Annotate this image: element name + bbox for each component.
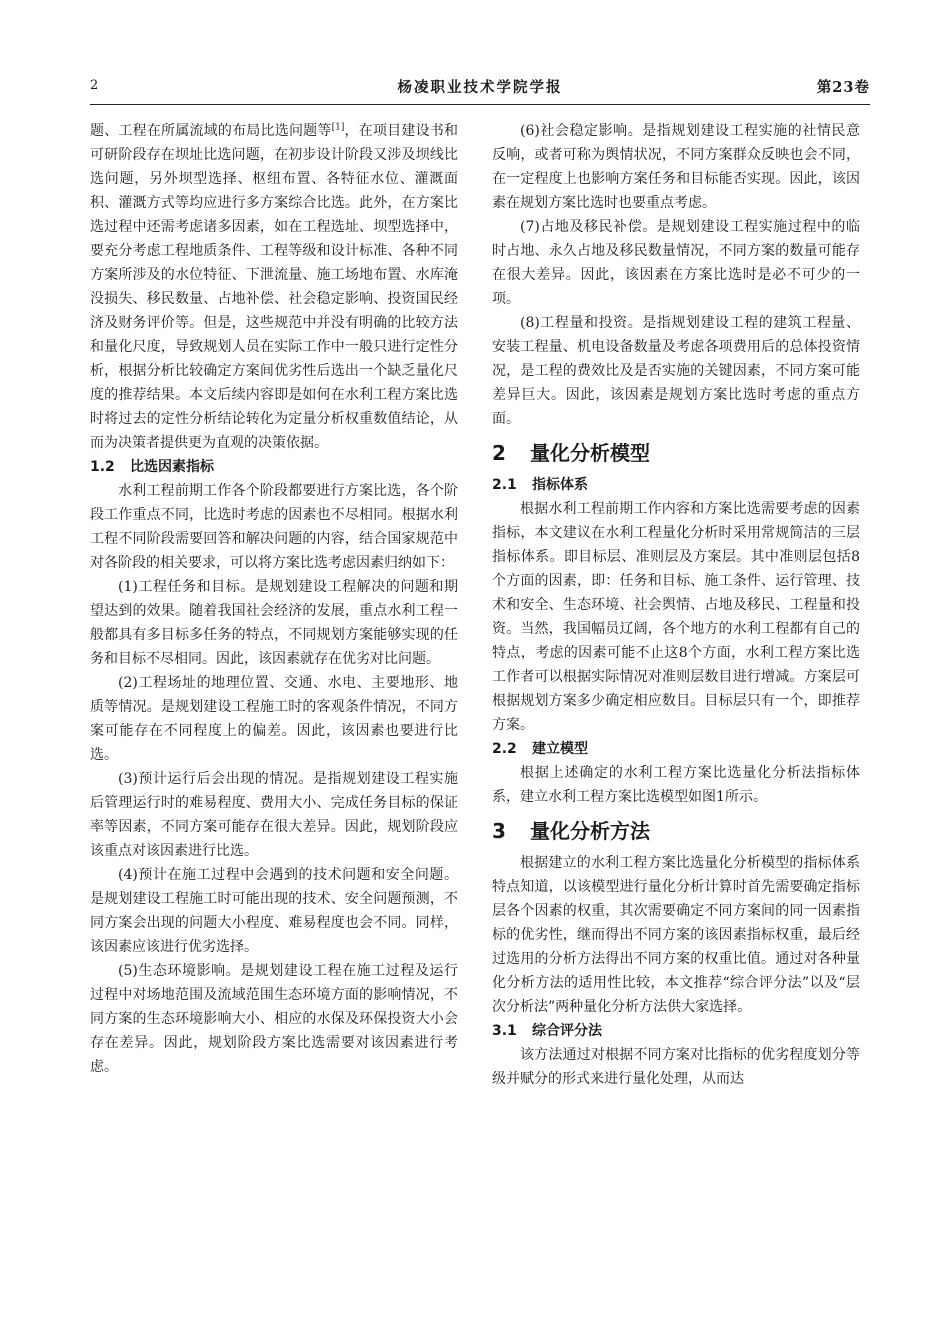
left-column [90, 119, 458, 1079]
citation: [1] [331, 122, 345, 133]
paragraph: (4)预计在施工过程中会遇到的技术问题和安全问题。是规划建设工程施工时可能出现的技术、安全问题预测，不同方案会出现的问题大小程度、难易程度也会不同。同样，该因素应该进行优劣选择。 [90, 867, 458, 955]
header-rule [90, 104, 870, 105]
section-number: 2 [492, 441, 506, 465]
paragraph: 该方法通过对根据不同方案对比指标的优劣程度划分等级并赋分的形式来进行量化处理，从而达 [492, 1047, 860, 1087]
section-heading-2-2 [492, 737, 860, 761]
volume-label: 第23卷 [816, 79, 870, 96]
paragraph: (7)占地及移民补偿。是规划建设工程实施过程中的临时占地、永久占地及移民数量情况，不同方案的数量可能存在很大差异。因此，该因素在方案比选时是必不可少的一项。 [492, 219, 860, 307]
section-number: 2.2 [492, 741, 517, 757]
section-title: 综合评分法 [532, 1023, 602, 1039]
page-header [90, 76, 870, 100]
paragraph: (3)预计运行后会出现的情况。是指规划建设工程实施后管理运行时的难易程度、费用大小、完成任务目标的保证率等因素，不同方案可能存在很大差异。因此，规划阶段应该重点对该因素进行比选。 [90, 771, 458, 859]
page-number: 2 [90, 78, 99, 93]
section-title: 量化分析模型 [530, 441, 650, 465]
section-title: 量化分析方法 [530, 819, 650, 843]
section-heading-3-1 [492, 1019, 860, 1043]
journal-title: 杨凌职业技术学院学报 [397, 79, 563, 96]
section-title: 比选因素指标 [130, 459, 214, 475]
paragraph: (2)工程场址的地理位置、交通、水电、主要地形、地质等情况。是规划建设工程施工时的客观条件情况，不同方案可能存在不同程度上的偏差。因此，该因素也要进行比选。 [90, 675, 458, 763]
paragraph: 根据水利工程前期工作内容和方案比选需要考虑的因素指标，本文建议在水利工程量化分析时采用常规简洁的三层指标体系。即目标层、准则层及方案层。其中准则层包括8个方面的因素，即：任务和目标、施工条件、运行管理、技术和安全、生态环境、社会舆情、占地及移民、工程量和投资。当然，我国幅员辽阔，各个地方的水利工程都有自己的特点，考虑的因素可能不止这8个方面，水利工程方案比选工作者可以根据实际情况对准则层数目进行增减。方案层可根据规划方案多少确定相应数目。目标层只有一个，即推荐方案。 [492, 501, 860, 733]
paragraph: (6)社会稳定影响。是指规划建设工程实施的社情民意反响，或者可称为舆情状况，不同方案群众反映也会不同，在一定程度上也影响方案任务和目标能否实现。因此，该因素在规划方案比选时也要重点考虑。 [492, 123, 860, 211]
paragraph: 根据上述确定的水利工程方案比选量化分析法指标体系，建立水利工程方案比选模型如图1所示。 [492, 765, 860, 805]
section-heading-2-1 [492, 473, 860, 497]
section-heading-1-2 [90, 455, 458, 479]
right-column [492, 119, 860, 1091]
section-number: 3.1 [492, 1023, 517, 1039]
section-heading-2 [492, 439, 860, 467]
paragraph-text: 题、工程在所属流域的布局比选问题等 [90, 123, 332, 139]
paragraph: (5)生态环境影响。是规划建设工程在施工过程及运行过程中对场地范围及流域范围生态环境方面的影响情况，不同方案的生态环境影响大小、相应的水保及环保投资大小会存在差异。因此，规划阶段方案比选需要对该因素进行考虑。 [90, 963, 458, 1075]
paragraph [90, 119, 458, 455]
section-heading-3 [492, 817, 860, 845]
paragraph: 水利工程前期工作各个阶段都要进行方案比选，各个阶段工作重点不同，比选时考虑的因素也不尽相同。根据水利工程不同阶段需要回答和解决问题的内容，结合国家规范中对各阶段的相关要求，可以将方案比选考虑因素归纳如下： [90, 483, 458, 571]
section-title: 指标体系 [532, 477, 588, 493]
paragraph: (1)工程任务和目标。是规划建设工程解决的问题和期望达到的效果。随着我国社会经济的发展，重点水利工程一般都具有多目标多任务的特点，不同规划方案能够实现的任务和目标不尽相同。因此，该因素就存在优劣对比问题。 [90, 579, 458, 667]
paragraph: (8)工程量和投资。是指规划建设工程的建筑工程量、安装工程量、机电设备数量及考虑各项费用后的总体投资情况，是工程的费效比及是否实施的关键因素，不同方案可能差异巨大。因此，该因素是规划方案比选时考虑的重点方面。 [492, 315, 860, 427]
paragraph: 根据建立的水利工程方案比选量化分析模型的指标体系特点知道，以该模型进行量化分析计算时首先需要确定指标层各个因素的权重，其次需要确定不同方案间的同一因素指标的优劣性，继而得出不同方案的该因素指标权重，最后经过选用的分析方法得出不同方案的权重比值。通过对各种量化分析方法的适用性比较，本文推荐“综合评分法”以及“层次分析法”两种量化分析方法供大家选择。 [492, 855, 860, 1015]
section-title: 建立模型 [532, 741, 588, 757]
paragraph-text: ，在项目建设书和可研阶段存在坝址比选问题，在初步设计阶段又涉及坝线比选问题，另外坝型选择、枢纽布置、各特征水位、灌溉面积、灌溉方式等均应进行多方案综合比选。此外，在方案比选过程中还需考虑诸多因素，如在工程选址、坝型选择中，要充分考虑工程地质条件、工程等级和设计标准、各种不同方案所涉及的水位特征、下泄流量、施工场地布置、水库淹没损失、移民数量、占地补偿、社会稳定影响、投资国民经济及财务评价等。但是，这些规范中并没有明确的比较方法和量化尺度，导致规划人员在实际工作中一般只进行定性分析，根据分析比较确定方案间优劣性后选出一个缺乏量化尺度的推荐结果。本文后续内容即是如何在水利工程方案比选时将过去的定性分析结论转化为定量分析权重数值结论，从而为决策者提供更为直观的决策依据。 [90, 123, 459, 451]
section-number: 3 [492, 819, 506, 843]
section-number: 2.1 [492, 477, 517, 493]
section-number: 1.2 [90, 459, 115, 475]
